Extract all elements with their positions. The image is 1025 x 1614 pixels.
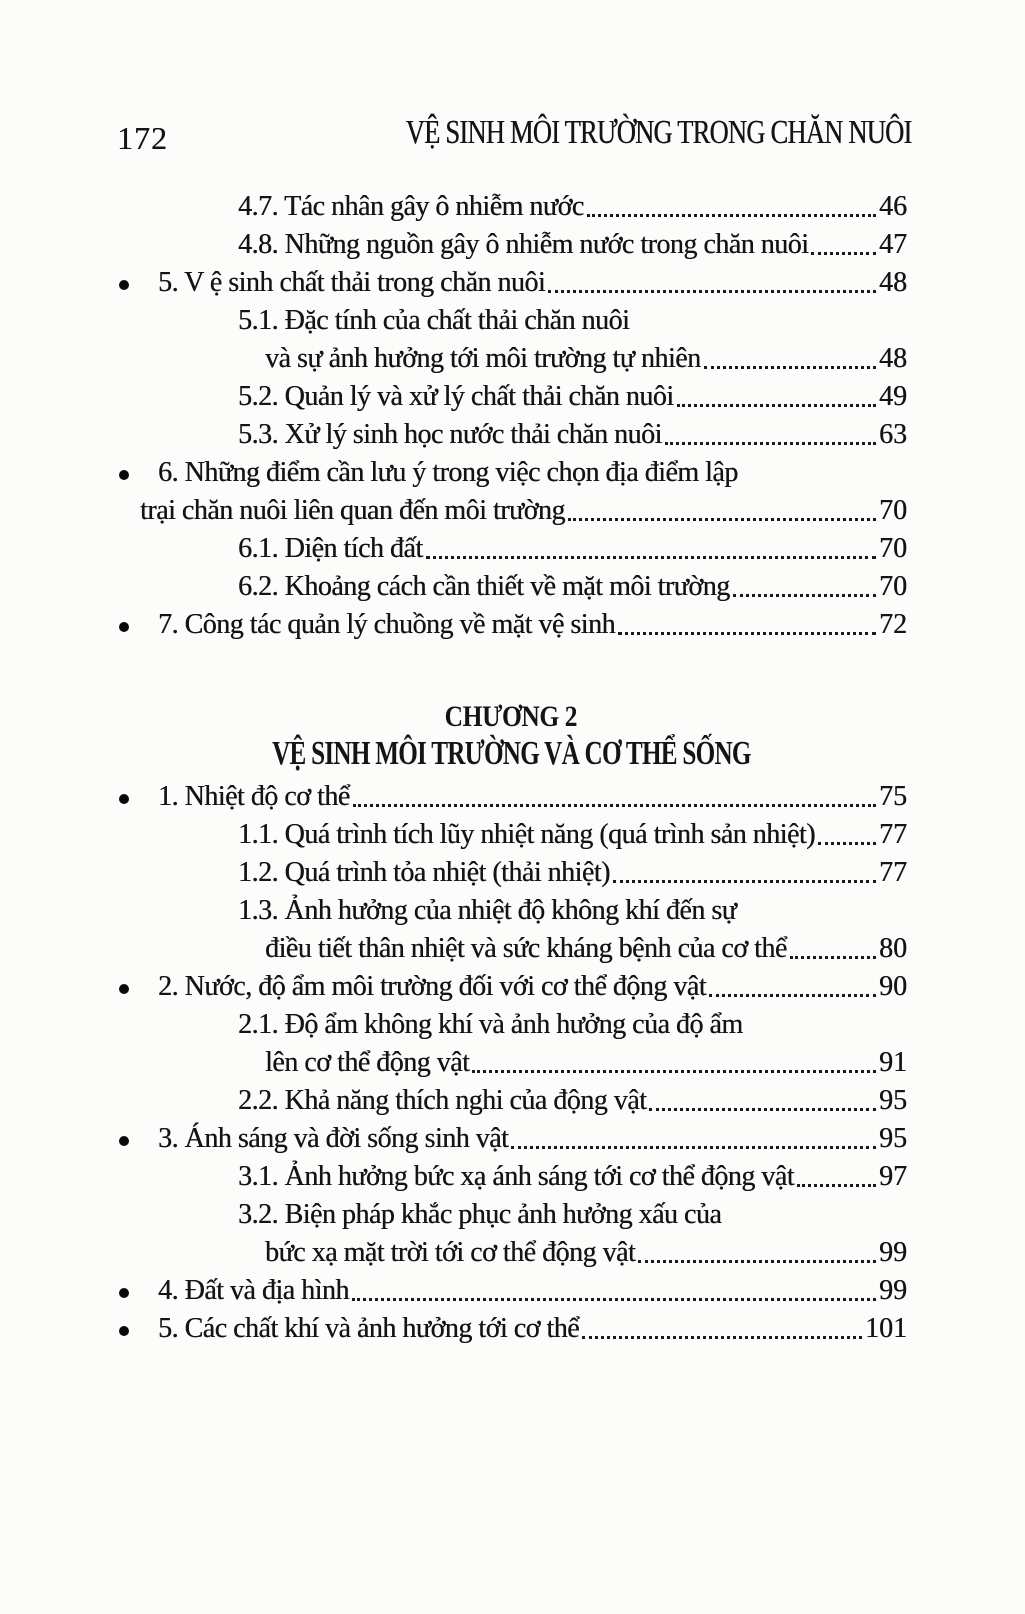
toc-entry-text: 5.3. Xử lý sinh học nước thải chăn nuôi — [238, 419, 662, 450]
toc-row — [115, 1158, 907, 1196]
toc-page-number: 99 — [879, 1237, 907, 1268]
toc-entry-text: bức xạ mặt trời tới cơ thể động vật — [265, 1237, 636, 1268]
dot-leader — [587, 214, 876, 217]
chapter-title-line — [115, 734, 907, 774]
dot-leader — [677, 404, 876, 407]
toc-row — [115, 1044, 907, 1082]
dot-leader — [733, 594, 876, 597]
toc-row — [115, 968, 907, 1006]
toc-entry-text: 1.3. Ảnh hưởng của nhiệt độ không khí đến sự — [238, 895, 737, 926]
toc-row — [115, 530, 907, 568]
dot-leader — [472, 1070, 876, 1073]
chapter-number-text: CHƯƠNG 2 — [444, 700, 578, 733]
toc-entry-text: 5.2. Quản lý và xử lý chất thải chăn nuôi — [238, 381, 674, 412]
toc-entry-text: 2.1. Độ ẩm không khí và ảnh hưởng của độ ẩm — [238, 1009, 743, 1040]
toc-row — [115, 1310, 907, 1348]
bullet-icon — [119, 280, 129, 290]
toc-row — [115, 378, 907, 416]
toc-page-number: 48 — [879, 267, 907, 298]
toc-entry-text: 1.2. Quá trình tỏa nhiệt (thải nhiệt) — [238, 857, 610, 888]
bullet-icon — [119, 622, 129, 632]
bullet-icon — [119, 794, 129, 804]
toc-row — [115, 854, 907, 892]
toc-page-number: 90 — [879, 971, 907, 1002]
toc-entry-text: 1.1. Quá trình tích lũy nhiệt năng (quá trình sản nhiệt) — [238, 819, 815, 850]
toc-entry-text: 4.8. Những nguồn gây ô nhiễm nước trong chăn nuôi — [238, 229, 809, 260]
toc-row — [115, 454, 907, 492]
bullet-icon — [119, 1326, 129, 1336]
dot-leader — [426, 556, 876, 559]
dot-leader — [797, 1184, 876, 1187]
toc-page-number: 80 — [879, 933, 907, 964]
toc-row — [115, 1006, 907, 1044]
toc-row — [115, 302, 907, 340]
toc-entry-text: 4.7. Tác nhân gây ô nhiễm nước — [238, 191, 584, 222]
toc-row — [115, 568, 907, 606]
toc-row — [115, 416, 907, 454]
toc-entry-text: 5.1. Đặc tính của chất thải chăn nuôi — [238, 305, 630, 336]
dot-leader — [704, 366, 876, 369]
dot-leader — [618, 632, 876, 635]
toc-section-chapter1 — [115, 188, 907, 644]
toc-page-number: 46 — [879, 191, 907, 222]
toc-row — [115, 778, 907, 816]
toc-row — [115, 1082, 907, 1120]
toc-entry-text: 6.2. Khoảng cách cần thiết về mặt môi trường — [238, 571, 730, 602]
toc-row — [115, 606, 907, 644]
toc-entry-text: 7. Công tác quản lý chuồng về mặt vệ sinh — [158, 609, 615, 640]
dot-leader — [665, 442, 876, 445]
toc-page-number: 49 — [879, 381, 907, 412]
dot-leader — [649, 1108, 876, 1111]
toc-page-number: 77 — [879, 857, 907, 888]
bullet-icon — [119, 1136, 129, 1146]
chapter-heading — [115, 700, 907, 774]
dot-leader — [548, 290, 876, 293]
toc-page-number: 70 — [879, 495, 907, 526]
toc-row — [115, 226, 907, 264]
toc-page-number: 47 — [879, 229, 907, 260]
toc-row — [115, 1196, 907, 1234]
toc-entry-text: lên cơ thể động vật — [265, 1047, 470, 1078]
toc-row — [115, 492, 907, 530]
bullet-icon — [119, 470, 129, 480]
running-header — [263, 114, 911, 152]
toc-entry-text: 4. Đất và địa hình — [158, 1275, 349, 1306]
toc-page-number: 63 — [879, 419, 907, 450]
dot-leader — [582, 1336, 862, 1339]
toc-page-number: 95 — [879, 1085, 907, 1116]
toc-page-number: 99 — [879, 1275, 907, 1306]
toc-entry-text: 5. Các chất khí và ảnh hưởng tới cơ thể — [158, 1313, 580, 1344]
toc-row — [115, 1120, 907, 1158]
toc-page-number: 77 — [879, 819, 907, 850]
toc-page-number: 72 — [879, 609, 907, 640]
toc-row — [115, 892, 907, 930]
bullet-icon — [119, 984, 129, 994]
dot-leader — [709, 994, 876, 997]
dot-leader — [511, 1146, 876, 1149]
toc-row — [115, 188, 907, 226]
toc-page-number: 70 — [879, 571, 907, 602]
page-number: 172 — [117, 120, 168, 156]
chapter-title-text: VỆ SINH MÔI TRƯỜNG VÀ CƠ THỂ SỐNG — [271, 735, 751, 772]
toc-page-number: 70 — [879, 533, 907, 564]
toc-row — [115, 340, 907, 378]
toc-entry-text: 1. Nhiệt độ cơ thể — [158, 781, 350, 812]
toc-row — [115, 1234, 907, 1272]
toc-entry-text: 6. Những điểm cần lưu ý trong việc chọn địa điểm lập — [158, 457, 738, 488]
toc-page-number: 95 — [879, 1123, 907, 1154]
toc-entry-text: 2. Nước, độ ẩm môi trường đối với cơ thể động vật — [158, 971, 706, 1002]
toc-entry-text: trại chăn nuôi liên quan đến môi trường — [140, 495, 565, 526]
toc-page-number: 48 — [879, 343, 907, 374]
toc-page-number: 101 — [865, 1313, 907, 1344]
toc-page-number: 75 — [879, 781, 907, 812]
toc-page-number: 97 — [879, 1161, 907, 1192]
dot-leader — [352, 1298, 876, 1301]
toc-row — [115, 930, 907, 968]
toc-entry-text: 3.2. Biện pháp khắc phục ảnh hưởng xấu của — [238, 1199, 722, 1230]
toc-row — [115, 816, 907, 854]
dot-leader — [790, 956, 876, 959]
toc-page-number: 91 — [879, 1047, 907, 1078]
toc-entry-text: 2.2. Khả năng thích nghi của động vật — [238, 1085, 647, 1116]
toc-entry-text: 6.1. Diện tích đất — [238, 533, 423, 564]
toc-row — [115, 264, 907, 302]
bullet-icon — [119, 1288, 129, 1298]
dot-leader — [818, 842, 876, 845]
dot-leader — [811, 252, 876, 255]
dot-leader — [613, 880, 876, 883]
toc-entry-text: điều tiết thân nhiệt và sức kháng bệnh của cơ thể — [265, 933, 787, 964]
toc-entry-text: 5. V ệ sinh chất thải trong chăn nuôi — [158, 267, 546, 298]
dot-leader — [353, 804, 876, 807]
chapter-number-line — [115, 700, 907, 734]
dot-leader — [568, 518, 876, 521]
running-header-title: VỆ SINH MÔI TRƯỜNG TRONG CHĂN NUÔI — [405, 114, 911, 151]
toc-entry-text: và sự ảnh hưởng tới môi trường tự nhiên — [265, 343, 701, 374]
toc-row — [115, 1272, 907, 1310]
toc-entry-text: 3. Ánh sáng và đời sống sinh vật — [158, 1123, 509, 1154]
toc-entry-text: 3.1. Ảnh hưởng bức xạ ánh sáng tới cơ thể động vật — [238, 1161, 794, 1192]
dot-leader — [638, 1260, 876, 1263]
toc-section-chapter2 — [115, 778, 907, 1348]
